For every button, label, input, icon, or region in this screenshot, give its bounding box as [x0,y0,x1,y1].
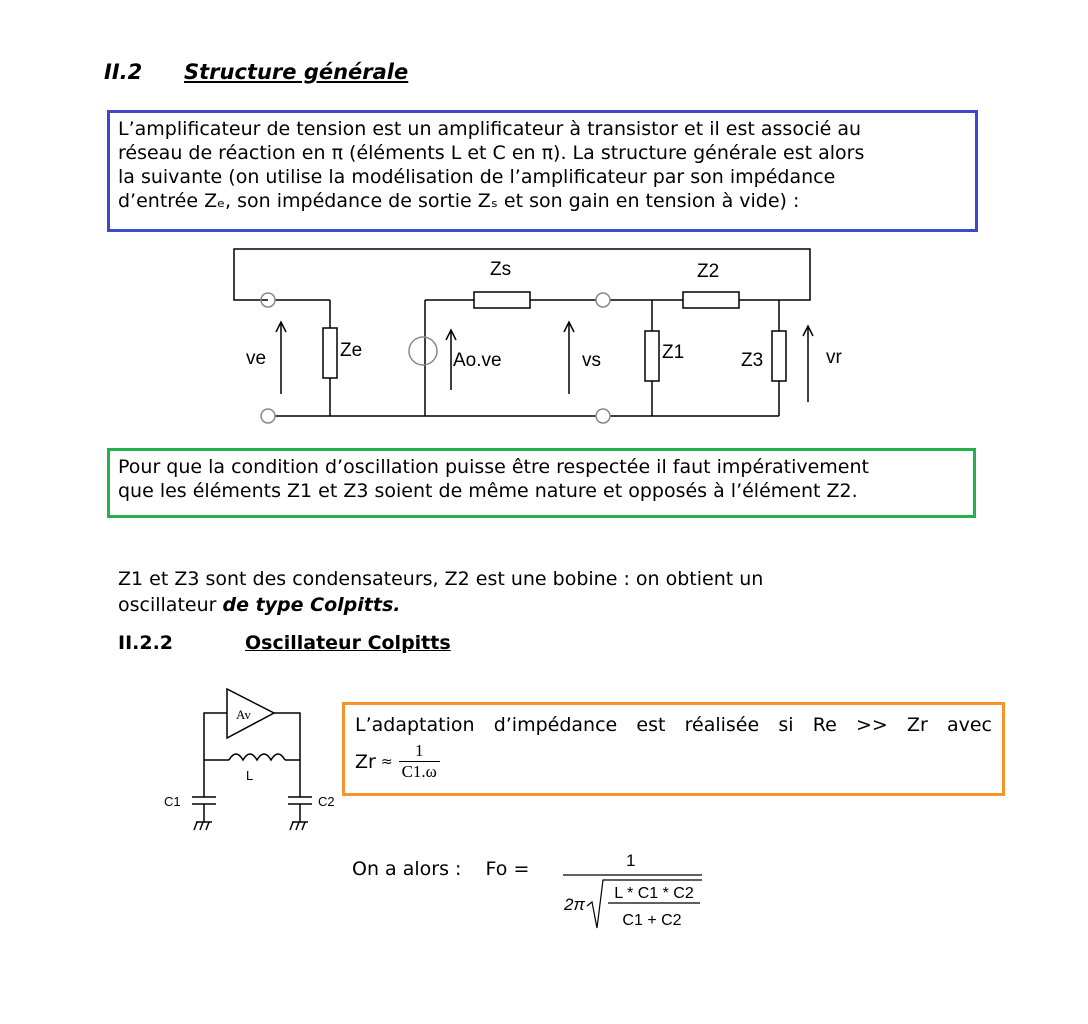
formula-lhs: Fo [485,858,508,880]
zs-label: Zs [490,259,512,280]
intro-line-2: réseau de réaction en π (éléments L et C en π). La structure générale est alors [118,142,865,164]
inductor-label: L [246,768,254,783]
zr-label: Zr [355,750,376,773]
subsection-number: II.2.2 [118,632,174,654]
zr-fraction [399,741,440,782]
colpitts-diagram [192,689,312,830]
intro-line-1: L’amplificateur de tension est un amplificateur à transistor et il est associé au [118,118,862,140]
intro-line-3: la suivante (on utilise la modélisation de l’amplificateur par son impédance [118,166,836,188]
fo-formula [352,858,529,880]
zr-denominator: C1.ω [399,761,440,782]
impedance-line-2 [355,741,992,782]
condition-line-1: Pour que la condition d’oscillation puisse être respectée il faut impérativement [118,456,869,478]
word: L’adaptation [355,714,475,736]
word: est [636,714,666,736]
paragraph-prefix: oscillateur [118,594,223,616]
word: si [778,714,794,736]
ze-resistor [323,328,337,378]
word: réalisée [684,714,760,736]
z3-label: Z3 [741,350,764,371]
word: avec [946,714,992,736]
formula-prefix: On a alors : [352,858,462,880]
section-title: Structure générale [184,60,409,84]
condition-line-2: que les éléments Z1 et Z3 soient de même nature et opposés à l’élément Z2. [118,480,858,502]
ve-label: ve [246,348,267,369]
voltage-source [409,337,437,365]
z2-impedance [683,292,739,308]
vr-label: vr [826,347,842,368]
aove-label: Ao.ve [453,350,502,371]
inductor-coil [229,754,285,760]
amp-label: Av [236,707,251,722]
input-terminal-bottom [261,409,275,423]
z1-impedance [645,331,659,381]
paragraph-line-2 [118,592,938,618]
c1-label: C1 [164,794,181,809]
z3-impedance [772,331,786,381]
z1-label: Z1 [662,342,685,363]
subsection-title: Oscillateur Colpitts [245,632,451,654]
inner-numerator: L * C1 * C2 [614,885,694,902]
z2-label: Z2 [697,261,720,282]
condition-box [107,448,976,518]
colpitts-paragraph [118,566,938,618]
word: Zr [906,714,928,736]
output-terminal-top [596,293,610,307]
zs-resistor [474,292,530,308]
intro-line-4: d’entrée Zₑ, son impédance de sortie Zₛ et son gain en tension à vide) : [118,190,800,212]
formula-equals: = [513,858,530,880]
section-number: II.2 [104,60,143,84]
impedance-box [342,702,1005,796]
impedance-line-1 [355,713,992,737]
approx-sign: ≈ [380,753,393,770]
vs-label: vs [582,350,601,371]
paragraph-line-1: Z1 et Z3 sont des condensateurs, Z2 est une bobine : on obtient un [118,568,764,590]
ze-label: Ze [340,340,363,361]
zr-numerator: 1 [414,741,424,760]
two-pi: 2π [564,895,585,914]
word: d’impédance [493,714,618,736]
word: >> [855,714,888,736]
word: Re [812,714,837,736]
paragraph-emphasis: de type Colpitts. [222,594,401,616]
output-terminal-bottom [596,409,610,423]
subsection-heading [118,632,451,654]
c2-label: C2 [318,794,335,809]
fo-numerator: 1 [626,851,636,870]
inner-denominator: C1 + C2 [622,912,682,929]
